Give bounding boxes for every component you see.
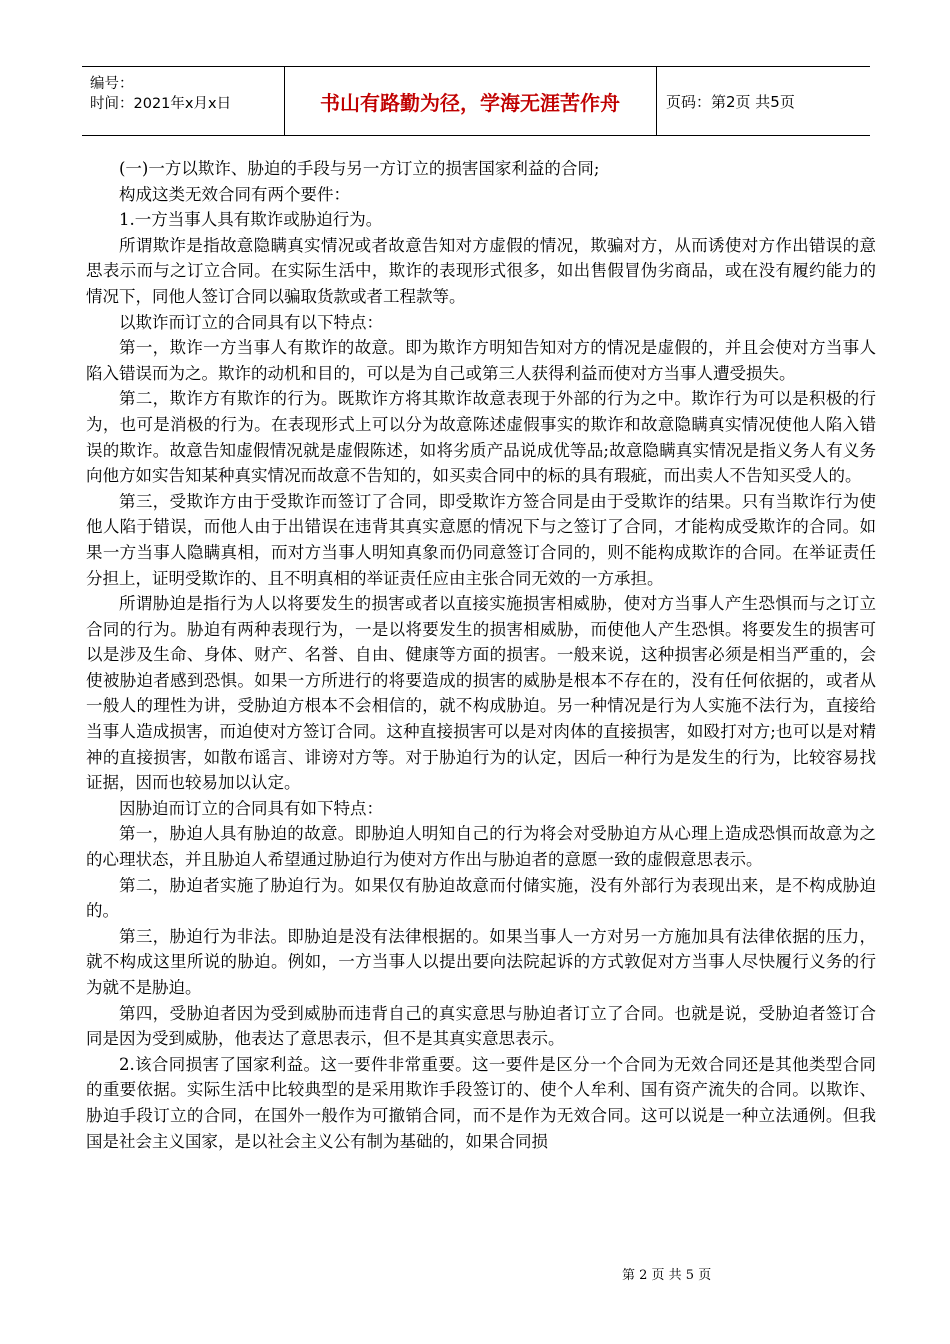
page-header	[82, 66, 870, 136]
paragraph: 所谓胁迫是指行为人以将要发生的损害或者以直接实施损害相威胁，使对方当事人产生恐惧而与之订立合同的行为。胁迫有两种表现行为，一是以将要发生的损害相威胁，而使他人产生恐惧。将要发生的损害可以是涉及生命、身体、财产、名誉、自由、健康等方面的损害。一般来说，这种损害必须是相当严重的，会使被胁迫者感到恐惧。如果一方所进行的将要造成的损害的威胁是根本不存在的，没有任何依据的，或者从一般人的理性为讲，受胁迫方根本不会相信的，就不构成胁迫。另一种情况是行为人实施不法行为，直接给当事人造成损害，而迫使对方签订合同。这种直接损害可以是对肉体的直接损害，如殴打对方;也可以是对精神的直接损害，如散布谣言、诽谤对方等。对于胁迫行为的认定，因后一种行为是发生的行为，比较容易找证据，因而也较易加以认定。	[86, 594, 876, 793]
paragraph: (一)一方以欺诈、胁迫的手段与另一方订立的损害国家利益的合同;	[119, 159, 600, 178]
paragraph: 1.一方当事人具有欺诈或胁迫行为。	[119, 210, 383, 230]
header-meta	[82, 67, 285, 135]
paragraph: 第一，欺诈一方当事人有欺诈的故意。即为欺诈方明知告知对方的情况是虚假的，并且会使对方当事人陷入错误而为之。欺诈的动机和目的，可以是为自己或第三人获得利益而使对方当事人遭受损失。	[86, 338, 876, 383]
paragraph: 第一，胁迫人具有胁迫的故意。即胁迫人明知自己的行为将会对受胁迫方从心理上造成恐惧而故意为之的心理状态，并且胁迫人希望通过胁迫行为使对方作出与胁迫者的意愿一致的虚假意思表示。	[86, 824, 876, 870]
paragraph: 第二，欺诈方有欺诈的行为。既欺诈方将其欺诈故意表现于外部的行为之中。欺诈行为可以是积极的行为，也可是消极的行为。在表现形式上可以分为故意陈述虚假事实的欺诈和故意隐瞒真实情况使他人陷入错误的欺诈。故意告知虚假情况就是虚假陈述，如将劣质产品说成优等品;故意隐瞒真实情况是指义务人有义务向他方如实告知某种真实情况而故意不告知的，如买卖合同中的标的具有瑕疵，而出卖人不告知买受人的。	[86, 389, 876, 486]
document-body	[86, 156, 876, 1154]
paragraph: 第三，受欺诈方由于受欺诈而签订了合同，即受欺诈方签合同是由于受欺诈的结果。只有当欺诈行为使他人陷于错误，而他人由于出错误在违背其真实意愿的情况下与之签订了合同，才能构成受欺诈的合同。如果一方当事人隐瞒真相，而对方当事人明知真象而仍同意签订合同的，则不能构成欺诈的合同。在举证责任分担上，证明受欺诈的、且不明真相的举证责任应由主张合同无效的一方承担。	[86, 491, 876, 588]
paragraph: 所谓欺诈是指故意隐瞒真实情况或者故意告知对方虚假的情况，欺骗对方，从而诱使对方作出错误的意思表示而与之订立合同。在实际生活中，欺诈的表现形式很多，如出售假冒伪劣商品，或在没有履约能力的情况下，同他人签订合同以骗取货款或者工程款等。	[86, 235, 876, 306]
serial-label: 编号：	[90, 76, 134, 92]
header-page-info: 页码：第2页 共5页	[666, 92, 795, 111]
paragraph: 第二，胁迫者实施了胁迫行为。如果仅有胁迫故意而付储实施，没有外部行为表现出来，是不构成胁迫的。	[86, 875, 876, 921]
time-label: 时间：2021年x月x日	[90, 96, 232, 112]
page-footer: 第 2 页 共 5 页	[622, 1268, 712, 1283]
paragraph: 因胁迫而订立的合同具有如下特点：	[119, 798, 383, 818]
paragraph: 第三，胁迫行为非法。即胁迫是没有法律根据的。如果当事人一方对另一方施加具有法律依据的压力，就不构成这里所说的胁迫。例如，一方当事人以提出要向法院起诉的方式敦促对方当事人尽快履行义务的行为就不是胁迫。	[86, 926, 876, 997]
header-motto: 书山有路勤为径，学海无涯苦作舟	[284, 67, 657, 135]
paragraph: 2.该合同损害了国家利益。这一要件非常重要。这一要件是区分一个合同为无效合同还是其他类型合同的重要依据。实际生活中比较典型的是采用欺诈手段签订的、使个人牟利、国有资产流失的合同。以欺诈、胁迫手段订立的合同，在国外一般作为可撤销合同，而不是作为无效合同。这可以说是一种立法通例。但我国是社会主义国家，是以社会主义公有制为基础的，如果合同损	[86, 1054, 876, 1151]
paragraph: 构成这类无效合同有两个要件：	[119, 184, 350, 204]
paragraph: 以欺诈而订立的合同具有以下特点：	[119, 312, 383, 332]
paragraph: 第四，受胁迫者因为受到威胁而违背自己的真实意思与胁迫者订立了合同。也就是说，受胁迫者签订合同是因为受到威胁，他表达了意思表示，但不是其真实意思表示。	[86, 1003, 876, 1049]
